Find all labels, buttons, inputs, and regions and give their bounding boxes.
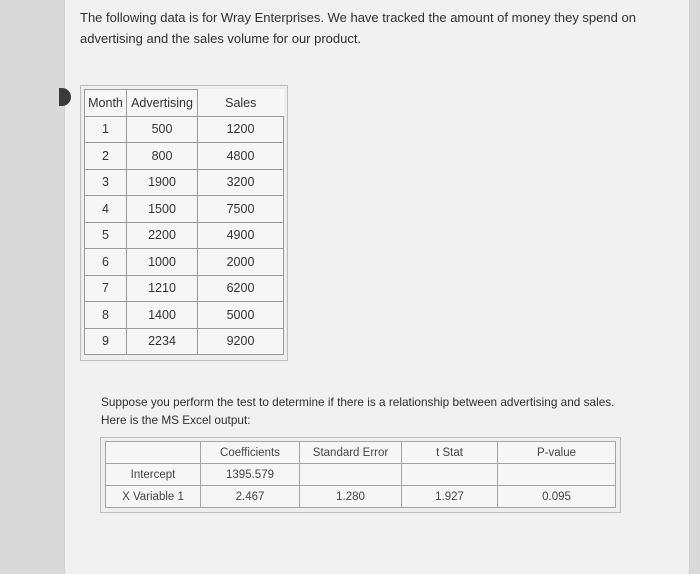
cell-sales: 4900	[198, 222, 284, 249]
cell-month: 6	[85, 249, 127, 276]
cell-advertising: 800	[127, 143, 198, 170]
excel-cell-standard-error: 1.280	[300, 486, 402, 508]
cell-month: 1	[85, 116, 127, 143]
cell-advertising: 1210	[127, 275, 198, 302]
table-row	[85, 143, 284, 170]
excel-header-p-value: P-value	[498, 442, 616, 464]
excel-cell-row-label: X Variable 1	[106, 486, 201, 508]
excel-cell-p-value: 0.095	[498, 486, 616, 508]
excel-header-row-label	[106, 442, 201, 464]
question-text: Suppose you perform the test to determine if there is a relationship between advertising and sales. Here is the MS Excel output:	[101, 395, 615, 427]
header-sales: Sales	[198, 90, 284, 117]
cell-month: 8	[85, 302, 127, 329]
cell-sales: 6200	[198, 275, 284, 302]
table-row	[85, 169, 284, 196]
table-row	[85, 196, 284, 223]
cell-sales: 5000	[198, 302, 284, 329]
table-row	[85, 222, 284, 249]
excel-row	[106, 486, 616, 508]
cell-month: 4	[85, 196, 127, 223]
excel-header-row	[106, 442, 616, 464]
excel-cell-p-value	[498, 464, 616, 486]
excel-output-table	[105, 441, 616, 508]
cell-advertising: 1500	[127, 196, 198, 223]
excel-row	[106, 464, 616, 486]
table-row	[85, 116, 284, 143]
excel-header-standard-error: Standard Error	[300, 442, 402, 464]
table-header-row	[85, 90, 284, 117]
excel-cell-t-stat	[402, 464, 498, 486]
cell-advertising: 1000	[127, 249, 198, 276]
excel-cell-row-label: Intercept	[106, 464, 201, 486]
table-row	[85, 328, 284, 355]
header-advertising: Advertising	[127, 90, 198, 117]
cell-sales: 2000	[198, 249, 284, 276]
excel-header-t-stat: t Stat	[402, 442, 498, 464]
cell-month: 7	[85, 275, 127, 302]
intro-text: The following data is for Wray Enterprises. We have tracked the amount of money they spend on advertising and the sales volume for our product.	[80, 10, 636, 46]
cell-advertising: 2200	[127, 222, 198, 249]
data-table	[84, 89, 284, 355]
cell-sales: 7500	[198, 196, 284, 223]
table-row	[85, 302, 284, 329]
cell-sales: 4800	[198, 143, 284, 170]
cell-sales: 1200	[198, 116, 284, 143]
excel-header-coefficients: Coefficients	[201, 442, 300, 464]
cell-advertising: 1900	[127, 169, 198, 196]
cell-month: 3	[85, 169, 127, 196]
table-row	[85, 249, 284, 276]
cell-month: 9	[85, 328, 127, 355]
scroll-handle[interactable]	[59, 88, 71, 106]
cell-advertising: 1400	[127, 302, 198, 329]
header-month: Month	[85, 90, 127, 117]
excel-cell-coefficients: 1395.579	[201, 464, 300, 486]
excel-cell-standard-error	[300, 464, 402, 486]
cell-sales: 9200	[198, 328, 284, 355]
cell-advertising: 500	[127, 116, 198, 143]
cell-month: 2	[85, 143, 127, 170]
excel-cell-t-stat: 1.927	[402, 486, 498, 508]
excel-cell-coefficients: 2.467	[201, 486, 300, 508]
cell-month: 5	[85, 222, 127, 249]
table-row	[85, 275, 284, 302]
cell-sales: 3200	[198, 169, 284, 196]
cell-advertising: 2234	[127, 328, 198, 355]
